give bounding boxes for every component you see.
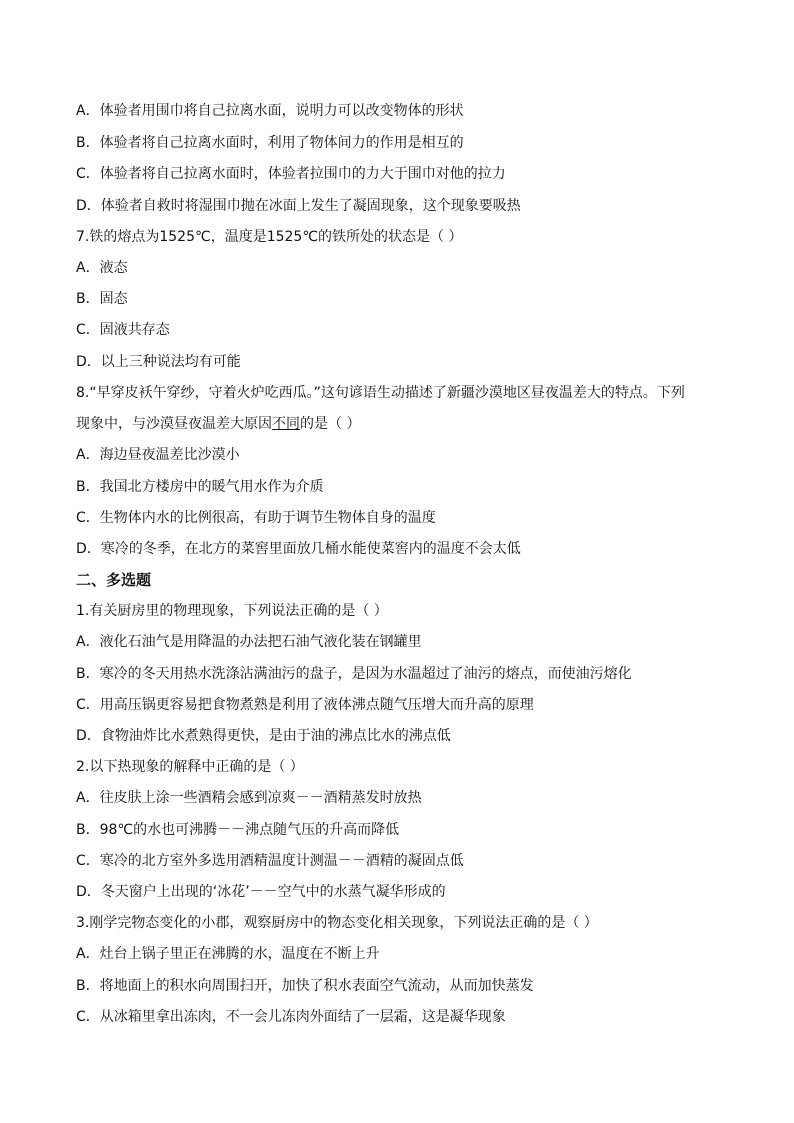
section-heading-multiple-choice: 二、多选题 — [76, 571, 152, 589]
q6-option-a: A．体验者用围巾将自己拉离水面，说明力可以改变物体的形状 — [76, 103, 464, 119]
mc-q1-stem: 1.有关厨房里的物理现象，下列说法正确的是（ ） — [76, 603, 388, 619]
mc-q1-option-a: A．液化石油气是用降温的办法把石油气液化装在钢罐里 — [76, 634, 422, 650]
mc-q2-option-a: A．往皮肤上涂一些酒精会感到凉爽－－酒精蒸发时放热 — [76, 790, 422, 806]
q6-option-c: C．体验者将自己拉离水面时，体验者拉围巾的力大于围巾对他的拉力 — [76, 166, 506, 182]
q8-option-c: C．生物体内水的比例很高，有助于调节生物体自身的温度 — [76, 510, 436, 526]
q7-option-a: A．液态 — [76, 260, 128, 276]
mc-q3-option-c: C．从冰箱里拿出冻肉，不一会儿冻肉外面结了一层霜，这是凝华现象 — [76, 1009, 506, 1025]
q8-option-d: D．寒冷的冬季，在北方的菜窖里面放几桶水能使菜窖内的温度不会太低 — [76, 541, 521, 557]
q6-option-d: D．体验者自救时将湿围巾抛在冰面上发生了凝固现象，这个现象要吸热 — [76, 198, 521, 214]
q7-stem: 7.铁的熔点为1525℃，温度是1525℃的铁所处的状态是（ ） — [76, 229, 463, 245]
mc-q2-option-b: B．98℃的水也可沸腾－－沸点随气压的升高而降低 — [76, 822, 400, 838]
q8-option-a: A．海边昼夜温差比沙漠小 — [76, 447, 240, 463]
q8-stem-post: 的是（ ） — [300, 416, 361, 432]
q8-stem-line2 — [76, 415, 734, 433]
mc-q2-option-c: C．寒冷的北方室外多选用酒精温度计测温－－酒精的凝固点低 — [76, 853, 464, 869]
mc-q1-option-c: C．用高压锅更容易把食物煮熟是利用了液体沸点随气压增大而升高的原理 — [76, 697, 534, 713]
q7-option-c: C．固液共存态 — [76, 322, 170, 338]
q6-option-b: B．体验者将自己拉离水面时，利用了物体间力的作用是相互的 — [76, 135, 464, 151]
mc-q1-option-d: D．食物油炸比水煮熟得更快，是由于油的沸点比水的沸点低 — [76, 728, 451, 744]
q8-stem-line1: 8.“早穿皮袄午穿纱，守着火炉吃西瓜。”这句谚语生动描述了新疆沙漠地区昼夜温差大的特点。下列 — [76, 385, 685, 401]
q7-option-d: D．以上三种说法均有可能 — [76, 354, 241, 370]
q8-stem-pre: 现象中，与沙漠昼夜温差大原因 — [76, 416, 272, 432]
mc-q2-option-d: D．冬天窗户上出现的‘冰花’－－空气中的水蒸气凝华形成的 — [76, 884, 446, 900]
mc-q1-option-b: B．寒冷的冬天用热水洗涤沾满油污的盘子，是因为水温超过了油污的熔点，而使油污熔化 — [76, 666, 632, 682]
q8-option-b: B．我国北方楼房中的暖气用水作为介质 — [76, 479, 324, 495]
mc-q3-option-a: A．灶台上锅子里正在沸腾的水，温度在不断上升 — [76, 946, 380, 962]
q7-option-b: B．固态 — [76, 291, 128, 307]
mc-q3-stem: 3.刚学完物态变化的小郡，观察厨房中的物态变化相关现象，下列说法正确的是（ ） — [76, 915, 598, 931]
q8-stem-underlined: 不同 — [272, 416, 300, 432]
mc-q2-stem: 2.以下热现象的解释中正确的是（ ） — [76, 759, 304, 775]
mc-q3-option-b: B．将地面上的积水向周围扫开，加快了积水表面空气流动，从而加快蒸发 — [76, 978, 534, 994]
